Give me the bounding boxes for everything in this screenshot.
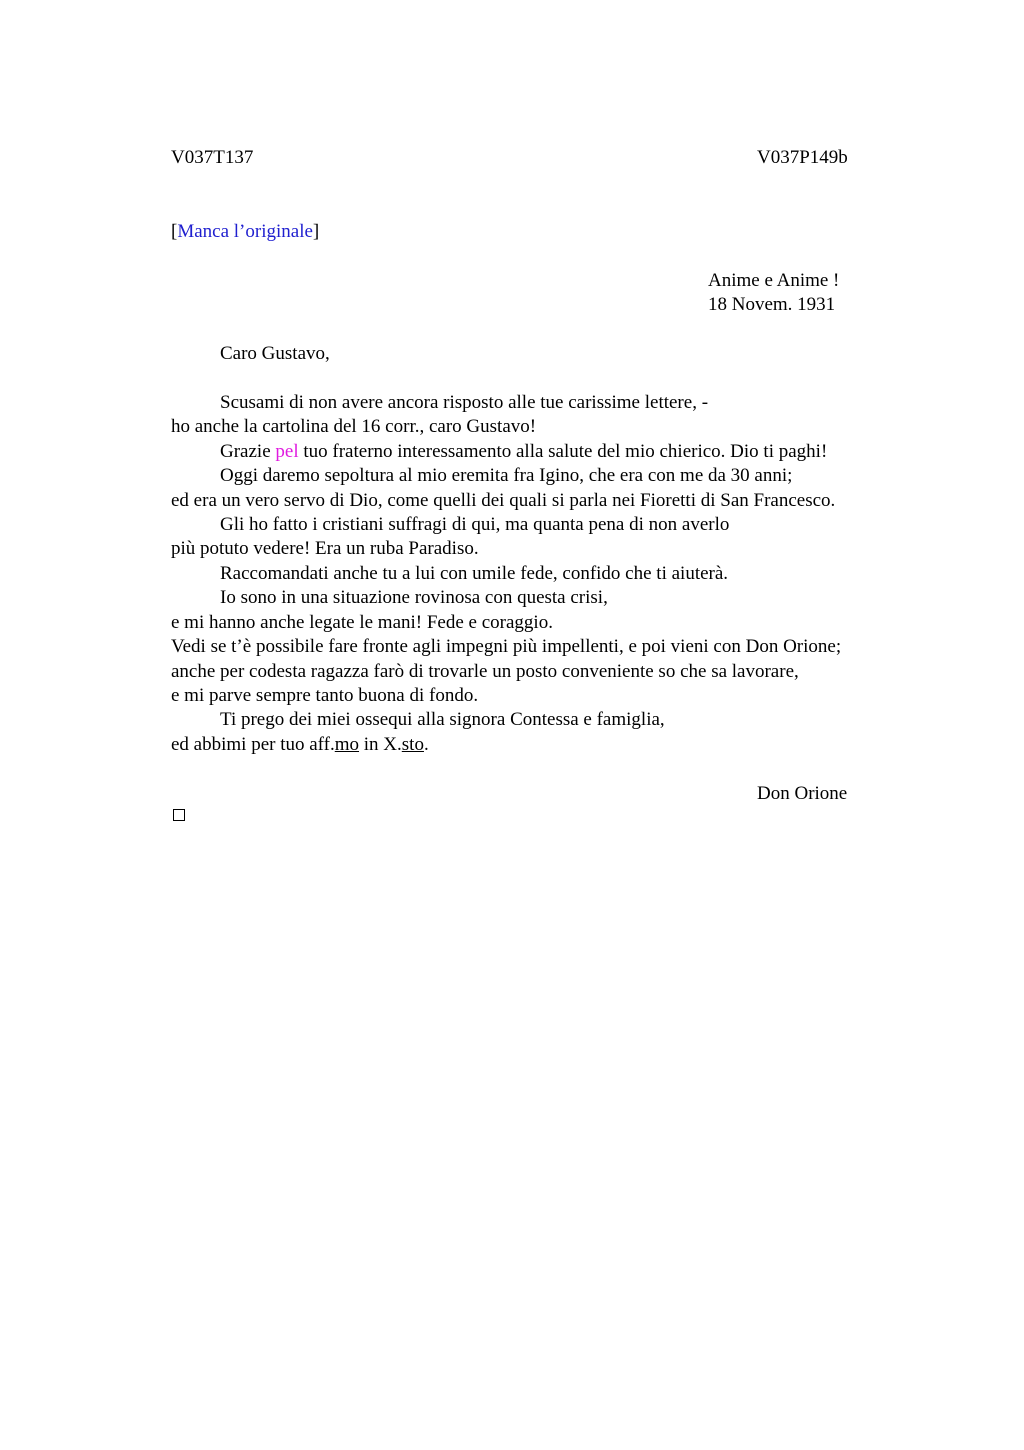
highlighted-word: pel xyxy=(275,441,299,462)
dateline-place: Anime e Anime ! xyxy=(708,270,840,291)
body-line: più potuto vedere! Era un ruba Paradiso. xyxy=(171,538,479,559)
body-line: e mi hanno anche legate le mani! Fede e coraggio. xyxy=(171,612,553,633)
body-line: Raccomandati anche tu a lui con umile fede, confido che ti aiuterà. xyxy=(220,563,729,584)
body-text: . xyxy=(423,734,429,755)
signature: Don Orione xyxy=(757,783,848,804)
closing-line xyxy=(171,733,429,757)
body-line: Ti prego dei miei ossequi alla signora Contessa e famiglia, xyxy=(220,709,665,730)
salutation: Caro Gustavo, xyxy=(220,343,330,364)
end-marker-square-icon xyxy=(173,809,185,821)
body-text: in X. xyxy=(359,734,402,755)
body-text: Grazie xyxy=(220,441,276,462)
body-line xyxy=(220,440,827,464)
body-line: anche per codesta ragazza farò di trovarle un posto conveniente so che sa lavorare, xyxy=(171,661,799,682)
body-line: Scusami di non avere ancora risposto alle tue carissime lettere, - xyxy=(220,392,709,413)
body-line: ho anche la cartolina del 16 corr., caro Gustavo! xyxy=(171,416,537,437)
body-line: Io sono in una situazione rovinosa con questa crisi, xyxy=(220,587,608,608)
bracket-open: [ xyxy=(171,221,178,242)
body-line: ed era un vero servo di Dio, come quelli dei quali si parla nei Fioretti di San Francesco. xyxy=(171,490,836,511)
editorial-note xyxy=(171,220,319,244)
document-code-right: V037P149b xyxy=(757,147,848,168)
body-text: tuo fraterno interessamento alla salute del mio chierico. Dio ti paghi! xyxy=(298,441,828,462)
editorial-note-text: Manca l’originale xyxy=(177,221,313,242)
document-code-left: V037T137 xyxy=(171,147,254,168)
body-text: ed abbimi per tuo aff. xyxy=(171,734,335,755)
body-line: Vedi se t’è possibile fare fronte agli impegni più impellenti, e poi vieni con Don Orione; xyxy=(171,636,842,657)
body-line: e mi parve sempre tanto buona di fondo. xyxy=(171,685,479,706)
dateline-date: 18 Novem. 1931 xyxy=(708,294,836,315)
body-line: Gli ho fatto i cristiani suffragi di qui, ma quanta pena di non averlo xyxy=(220,514,730,535)
bracket-close: ] xyxy=(312,221,320,242)
abbreviation-superscript: mo xyxy=(334,734,360,755)
abbreviation-superscript: sto xyxy=(401,734,424,755)
body-line: Oggi daremo sepoltura al mio eremita fra Igino, che era con me da 30 anni; xyxy=(220,465,793,486)
